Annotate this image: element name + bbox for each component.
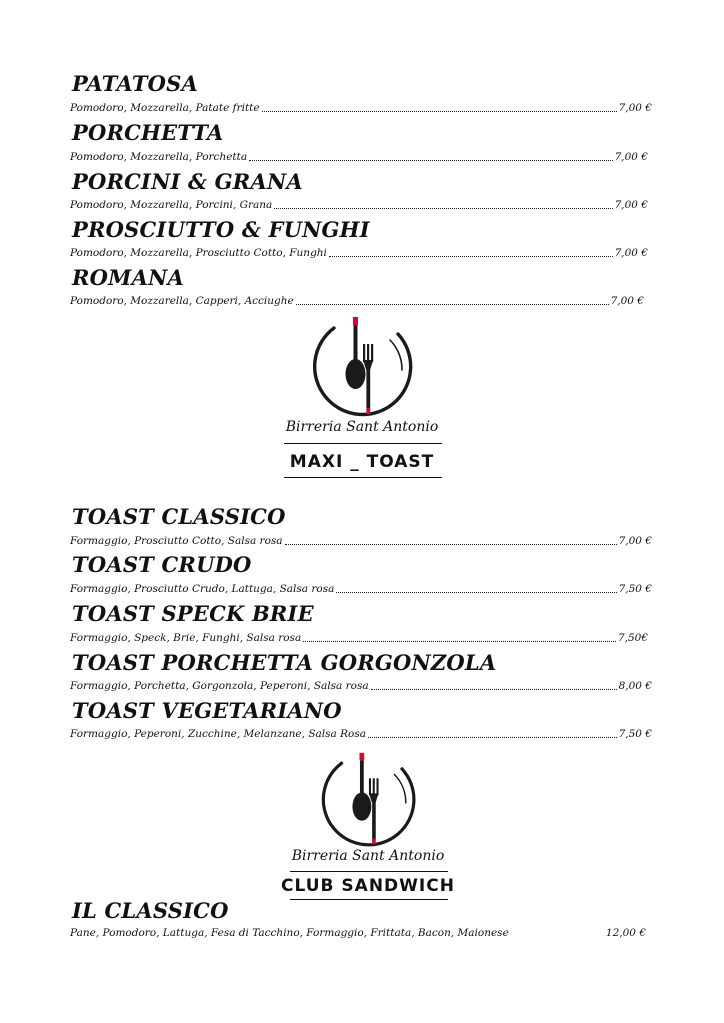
item-name: ROMANA	[72, 265, 184, 290]
divider	[284, 477, 442, 478]
item-line	[70, 199, 648, 212]
item-description: Pomodoro, Mozzarella, Patate fritte	[70, 102, 260, 114]
item-name: TOAST PORCHETTA GORGONZOLA	[72, 650, 497, 675]
item-description: Pomodoro, Mozzarella, Porchetta	[70, 151, 248, 163]
item-line	[70, 680, 652, 693]
item-line	[70, 151, 648, 164]
dot-leader	[303, 632, 616, 642]
item-description: Formaggio, Porchetta, Gorgonzola, Peperoni, Salsa rosa	[70, 680, 369, 692]
divider	[290, 871, 448, 872]
item-price: 7,50€	[617, 632, 648, 644]
item-name: TOAST VEGETARIANO	[72, 698, 342, 723]
item-line	[70, 295, 644, 308]
item-line	[70, 632, 648, 645]
dot-leader	[285, 535, 617, 545]
item-line	[70, 102, 652, 115]
item-description: Pomodoro, Mozzarella, Prosciutto Cotto, Funghi	[70, 247, 327, 259]
item-price: 7,00 €	[618, 102, 652, 114]
item-line	[70, 728, 652, 741]
item-name: PORCINI & GRANA	[72, 169, 303, 194]
section-title: MAXI _ TOAST	[289, 452, 435, 472]
item-name: PORCHETTA	[72, 120, 224, 145]
item-description: Pane, Pomodoro, Lattuga, Fesa di Tacchino, Formaggio, Frittata, Bacon, Maionese	[70, 927, 509, 939]
item-name: TOAST SPECK BRIE	[72, 601, 314, 626]
dot-leader	[368, 728, 617, 738]
dot-leader	[274, 199, 612, 209]
dot-leader	[371, 680, 617, 690]
plate-fork-spoon-icon	[306, 314, 418, 420]
item-description: Formaggio, Prosciutto Cotto, Salsa rosa	[70, 535, 283, 547]
item-description: Pomodoro, Mozzarella, Porcini, Grana	[70, 199, 273, 211]
item-price: 7,00 €	[614, 247, 648, 259]
item-description: Formaggio, Speck, Brie, Funghi, Salsa rosa	[70, 632, 302, 644]
dot-leader	[262, 102, 617, 112]
item-line	[70, 583, 652, 596]
divider	[290, 899, 448, 900]
item-name: IL CLASSICO	[72, 898, 229, 923]
plate-fork-spoon-icon	[312, 750, 424, 850]
dot-leader	[336, 583, 616, 593]
item-name: PROSCIUTTO & FUNGHI	[72, 217, 370, 242]
dot-leader	[296, 295, 609, 305]
item-price: 12,00 €	[605, 927, 646, 939]
item-price: 8,00 €	[618, 680, 652, 692]
item-price: 7,00 €	[618, 535, 652, 547]
item-line	[70, 247, 648, 260]
dot-leader	[329, 247, 613, 257]
item-name: TOAST CLASSICO	[72, 504, 286, 529]
item-line	[70, 927, 646, 940]
item-price: 7,00 €	[614, 151, 648, 163]
section-title: CLUB SANDWICH	[281, 876, 455, 896]
item-price: 7,50 €	[618, 728, 652, 740]
item-name: TOAST CRUDO	[72, 552, 252, 577]
item-description: Formaggio, Peperoni, Zucchine, Melanzane, Salsa Rosa	[70, 728, 366, 740]
item-price: 7,00 €	[614, 199, 648, 211]
item-name: PATATOSA	[72, 71, 199, 96]
brand-name: Birreria Sant Antonio	[291, 848, 445, 864]
dot-leader	[249, 151, 612, 161]
brand-name: Birreria Sant Antonio	[285, 419, 439, 435]
item-description: Pomodoro, Mozzarella, Capperi, Acciughe	[70, 295, 294, 307]
item-line	[70, 535, 652, 548]
divider	[284, 443, 442, 444]
item-description: Formaggio, Prosciutto Crudo, Lattuga, Salsa rosa	[70, 583, 335, 595]
item-price: 7,00 €	[610, 295, 644, 307]
item-price: 7,50 €	[618, 583, 652, 595]
